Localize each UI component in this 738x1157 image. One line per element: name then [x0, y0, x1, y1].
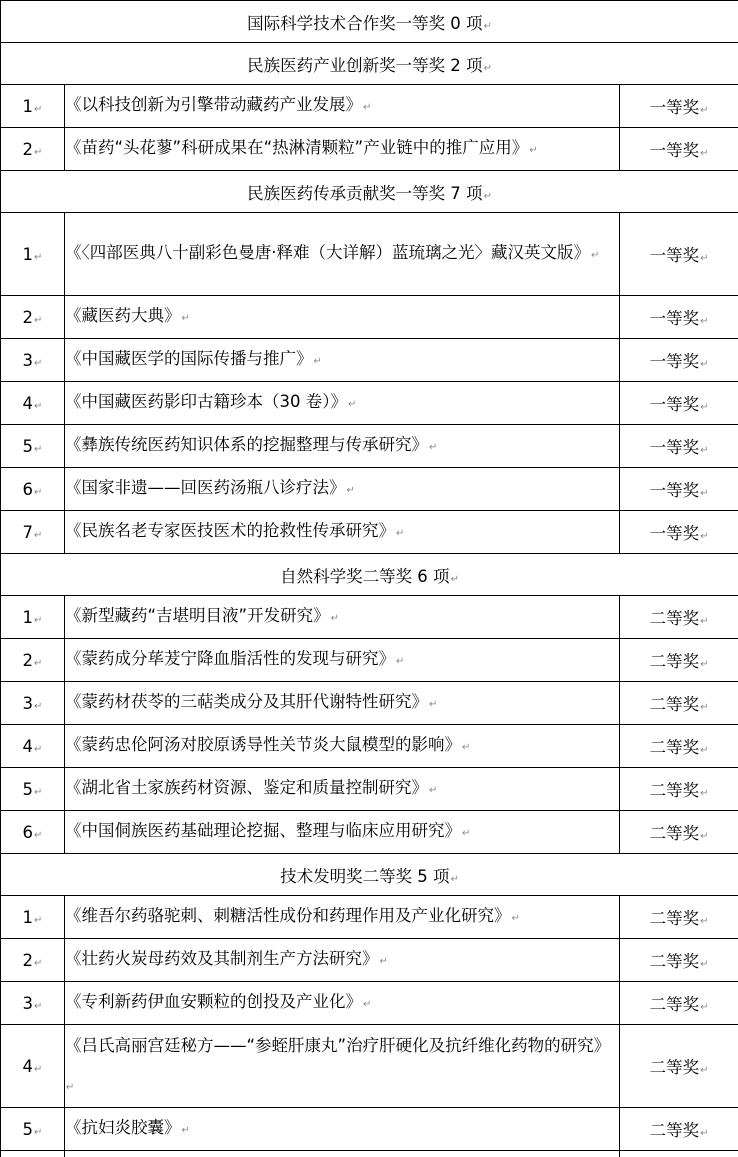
item-level-cell — [620, 296, 738, 339]
item-number: 1 — [23, 97, 34, 116]
paragraph-mark-icon: ↵ — [700, 659, 708, 670]
paragraph-mark-icon: ↵ — [700, 916, 708, 927]
paragraph-mark-icon: ↵ — [429, 699, 437, 710]
item-name: 《吕氏高丽宫廷秘方——“参蛭肝康丸”治疗肝硬化及抗纤维化药物的研究》 — [65, 1036, 610, 1055]
item-number: 7 — [23, 523, 34, 542]
paragraph-mark-icon: ↵ — [34, 104, 42, 115]
table-row — [1, 213, 738, 296]
paragraph-mark-icon: ↵ — [700, 445, 708, 456]
paragraph-mark-icon: ↵ — [700, 531, 708, 542]
item-name: 《新型藏药“吉堪明目液”开发研究》 — [65, 606, 330, 625]
item-level: 二等奖 — [650, 995, 700, 1014]
item-level-cell — [620, 725, 738, 768]
section-header-row — [1, 43, 738, 85]
item-name-cell — [65, 382, 620, 425]
section-header-row — [1, 1, 738, 43]
item-name-cell — [65, 682, 620, 725]
item-level: 二等奖 — [650, 1121, 700, 1140]
item-level: 一等奖 — [650, 352, 700, 371]
paragraph-mark-icon: ↵ — [700, 253, 708, 264]
paragraph-mark-icon: ↵ — [348, 399, 356, 410]
table-row — [1, 596, 738, 639]
paragraph-mark-icon: ↵ — [34, 744, 42, 755]
section-title: 技术发明奖二等奖 5 项 — [280, 867, 450, 886]
table-row — [1, 811, 738, 854]
item-number: 4 — [23, 737, 34, 756]
item-level: 二等奖 — [650, 1058, 700, 1077]
section-title: 自然科学奖二等奖 6 项 — [280, 567, 450, 586]
item-name: 《抗妇炎胶囊》 — [65, 1118, 181, 1137]
item-name: 《壮药火炭母药效及其制剂生产方法研究》 — [65, 949, 379, 968]
continuation-cell — [620, 1151, 738, 1157]
item-level-cell — [620, 339, 738, 382]
item-name: 《国家非遗——回医药汤瓶八诊疗法》 — [65, 478, 346, 497]
table-row — [1, 896, 738, 939]
item-level-cell — [620, 1108, 738, 1151]
table-row-continuation — [1, 1151, 738, 1157]
paragraph-mark-icon: ↵ — [34, 401, 42, 412]
paragraph-mark-icon: ↵ — [700, 788, 708, 799]
item-level: 一等奖 — [650, 246, 700, 265]
item-level-cell — [620, 896, 738, 939]
paragraph-mark-icon: ↵ — [700, 1065, 708, 1076]
table-row — [1, 85, 738, 128]
section-header-cell — [1, 171, 738, 213]
paragraph-mark-icon: ↵ — [700, 148, 708, 159]
paragraph-mark-icon: ↵ — [34, 147, 42, 158]
section-title: 民族医药产业创新奖一等奖 2 项 — [247, 56, 483, 75]
item-name: 《湖北省土家族药材资源、鉴定和质量控制研究》 — [65, 778, 428, 797]
paragraph-mark-icon: ↵ — [34, 487, 42, 498]
paragraph-mark-icon: ↵ — [700, 359, 708, 370]
table-row — [1, 296, 738, 339]
item-level-cell — [620, 939, 738, 982]
table-row — [1, 682, 738, 725]
item-number: 3 — [23, 694, 34, 713]
item-level-cell — [620, 811, 738, 854]
item-level-cell — [620, 511, 738, 554]
item-number: 3 — [23, 994, 34, 1013]
paragraph-mark-icon: ↵ — [34, 252, 42, 263]
paragraph-mark-icon: ↵ — [700, 402, 708, 413]
item-level: 一等奖 — [650, 524, 700, 543]
item-name-cell — [65, 811, 620, 854]
paragraph-mark-icon: ↵ — [34, 915, 42, 926]
item-name: 《藏医药大典》 — [65, 306, 181, 325]
table-row — [1, 425, 738, 468]
item-name: 《彝族传统医药知识体系的挖掘整理与传承研究》 — [65, 435, 428, 454]
item-level-cell — [620, 382, 738, 425]
item-name-cell — [65, 596, 620, 639]
item-number: 1 — [23, 245, 34, 264]
item-number: 4 — [23, 1057, 34, 1076]
table-row — [1, 1108, 738, 1151]
paragraph-mark-icon: ↵ — [34, 1001, 42, 1012]
awards-table-body — [1, 1, 738, 1157]
section-title: 国际科学技术合作奖一等奖 0 项 — [247, 14, 483, 33]
paragraph-mark-icon: ↵ — [700, 959, 708, 970]
item-level: 二等奖 — [650, 952, 700, 971]
item-level: 一等奖 — [650, 309, 700, 328]
item-level: 一等奖 — [650, 438, 700, 457]
item-name-cell — [65, 128, 620, 171]
paragraph-mark-icon: ↵ — [331, 613, 339, 624]
paragraph-mark-icon: ↵ — [66, 1082, 74, 1093]
paragraph-mark-icon: ↵ — [396, 528, 404, 539]
item-number-cell — [1, 982, 65, 1025]
item-level-cell — [620, 982, 738, 1025]
item-name-cell — [65, 639, 620, 682]
paragraph-mark-icon: ↵ — [314, 356, 322, 367]
item-name-cell — [65, 768, 620, 811]
paragraph-mark-icon: ↵ — [429, 442, 437, 453]
paragraph-mark-icon: ↵ — [34, 1064, 42, 1075]
paragraph-mark-icon: ↵ — [700, 1002, 708, 1013]
paragraph-mark-icon: ↵ — [451, 574, 459, 585]
table-row — [1, 639, 738, 682]
item-level: 二等奖 — [650, 738, 700, 757]
item-number-cell — [1, 682, 65, 725]
item-number-cell — [1, 1108, 65, 1151]
item-name: 《民族名老专家医技医术的抢救性传承研究》 — [65, 521, 395, 540]
item-name: 《专利新药伊血安颗粒的创投及产业化》 — [65, 992, 362, 1011]
section-header-cell — [1, 43, 738, 85]
item-level: 二等奖 — [650, 609, 700, 628]
item-level-cell — [620, 213, 738, 296]
item-number-cell — [1, 128, 65, 171]
paragraph-mark-icon: ↵ — [34, 830, 42, 841]
item-level-cell — [620, 639, 738, 682]
item-number-cell — [1, 896, 65, 939]
section-header-cell — [1, 554, 738, 596]
item-name-cell — [65, 511, 620, 554]
item-number-cell — [1, 382, 65, 425]
paragraph-mark-icon: ↵ — [512, 913, 520, 924]
section-header-row — [1, 554, 738, 596]
item-level: 一等奖 — [650, 395, 700, 414]
paragraph-mark-icon: ↵ — [700, 105, 708, 116]
paragraph-mark-icon: ↵ — [34, 701, 42, 712]
item-number-cell — [1, 468, 65, 511]
section-header-cell — [1, 1, 738, 43]
item-name-cell — [65, 1108, 620, 1151]
paragraph-mark-icon: ↵ — [700, 616, 708, 627]
paragraph-mark-icon: ↵ — [700, 488, 708, 499]
paragraph-mark-icon: ↵ — [396, 656, 404, 667]
paragraph-mark-icon: ↵ — [363, 102, 371, 113]
paragraph-mark-icon: ↵ — [429, 785, 437, 796]
item-number: 5 — [23, 437, 34, 456]
item-number: 2 — [23, 140, 34, 159]
table-row — [1, 982, 738, 1025]
item-level: 一等奖 — [650, 481, 700, 500]
table-row — [1, 1025, 738, 1108]
item-level: 二等奖 — [650, 824, 700, 843]
paragraph-mark-icon: ↵ — [34, 658, 42, 669]
paragraph-mark-icon: ↵ — [363, 999, 371, 1010]
paragraph-mark-icon: ↵ — [462, 742, 470, 753]
paragraph-mark-icon: ↵ — [34, 358, 42, 369]
table-row — [1, 468, 738, 511]
item-number-cell — [1, 511, 65, 554]
item-name-cell — [65, 468, 620, 511]
paragraph-mark-icon: ↵ — [34, 1127, 42, 1138]
paragraph-mark-icon: ↵ — [34, 530, 42, 541]
item-number-cell — [1, 296, 65, 339]
item-name: 《以科技创新为引擎带动藏药产业发展》 — [65, 95, 362, 114]
paragraph-mark-icon: ↵ — [34, 615, 42, 626]
item-name-cell — [65, 339, 620, 382]
item-number-cell — [1, 213, 65, 296]
item-number-cell — [1, 85, 65, 128]
paragraph-mark-icon: ↵ — [34, 444, 42, 455]
item-level-cell — [620, 1025, 738, 1108]
item-number: 4 — [23, 394, 34, 413]
item-name: 《苗药“头花蓼”科研成果在“热淋清颗粒”产业链中的推广应用》 — [65, 138, 528, 157]
table-row — [1, 768, 738, 811]
continuation-cell — [1, 1151, 65, 1157]
paragraph-mark-icon: ↵ — [34, 958, 42, 969]
item-name-cell — [65, 725, 620, 768]
paragraph-mark-icon: ↵ — [700, 831, 708, 842]
item-name-cell — [65, 213, 620, 296]
item-level-cell — [620, 468, 738, 511]
paragraph-mark-icon: ↵ — [182, 1125, 190, 1136]
section-title: 民族医药传承贡献奖一等奖 7 项 — [247, 184, 483, 203]
item-number-cell — [1, 939, 65, 982]
item-level-cell — [620, 128, 738, 171]
item-number: 2 — [23, 951, 34, 970]
table-row — [1, 339, 738, 382]
section-header-row — [1, 854, 738, 896]
item-name-cell — [65, 896, 620, 939]
item-number-cell — [1, 596, 65, 639]
item-level: 一等奖 — [650, 98, 700, 117]
table-row — [1, 939, 738, 982]
section-header-row — [1, 171, 738, 213]
item-name: 《蒙药材茯苓的三萜类成分及其肝代谢特性研究》 — [65, 692, 428, 711]
item-number: 1 — [23, 608, 34, 627]
paragraph-mark-icon: ↵ — [484, 21, 492, 32]
paragraph-mark-icon: ↵ — [484, 191, 492, 202]
item-name-cell — [65, 85, 620, 128]
item-name-cell — [65, 425, 620, 468]
paragraph-mark-icon: ↵ — [700, 316, 708, 327]
paragraph-mark-icon: ↵ — [34, 315, 42, 326]
item-level-cell — [620, 682, 738, 725]
table-row — [1, 128, 738, 171]
item-level-cell — [620, 425, 738, 468]
item-number: 2 — [23, 308, 34, 327]
paragraph-mark-icon: ↵ — [182, 313, 190, 324]
continuation-cell — [65, 1151, 620, 1157]
paragraph-mark-icon: ↵ — [462, 828, 470, 839]
item-level: 二等奖 — [650, 909, 700, 928]
section-header-cell — [1, 854, 738, 896]
table-row — [1, 511, 738, 554]
item-name: 《维吾尔药骆驼刺、刺糖活性成份和药理作用及产业化研究》 — [65, 906, 511, 925]
item-name: 《蒙药成分荜茇宁降血脂活性的发现与研究》 — [65, 649, 395, 668]
item-name-cell — [65, 1025, 620, 1108]
item-number: 2 — [23, 651, 34, 670]
item-name-cell — [65, 982, 620, 1025]
item-name: 《蒙药忠伦阿汤对胶原诱导性关节炎大鼠模型的影响》 — [65, 735, 461, 754]
paragraph-mark-icon: ↵ — [591, 250, 599, 261]
item-level: 二等奖 — [650, 652, 700, 671]
item-number-cell — [1, 768, 65, 811]
item-number: 5 — [23, 780, 34, 799]
item-number: 5 — [23, 1120, 34, 1139]
paragraph-mark-icon: ↵ — [380, 956, 388, 967]
item-name: 《中国侗族医药基础理论挖掘、整理与临床应用研究》 — [65, 821, 461, 840]
item-level-cell — [620, 596, 738, 639]
item-number-cell — [1, 425, 65, 468]
item-number-cell — [1, 639, 65, 682]
paragraph-mark-icon: ↵ — [451, 874, 459, 885]
item-number: 6 — [23, 480, 34, 499]
item-level-cell — [620, 85, 738, 128]
item-number-cell — [1, 339, 65, 382]
item-level: 二等奖 — [650, 695, 700, 714]
item-number-cell — [1, 725, 65, 768]
table-row — [1, 382, 738, 425]
item-name: 《〈四部医典八十副彩色曼唐·释难（大详解）蓝琉璃之光〉藏汉英文版》 — [65, 243, 590, 262]
table-row — [1, 725, 738, 768]
item-number: 3 — [23, 351, 34, 370]
item-level: 一等奖 — [650, 141, 700, 160]
item-number-cell — [1, 1025, 65, 1108]
item-number: 6 — [23, 823, 34, 842]
paragraph-mark-icon: ↵ — [700, 745, 708, 756]
paragraph-mark-icon: ↵ — [529, 145, 537, 156]
paragraph-mark-icon: ↵ — [700, 702, 708, 713]
item-number-cell — [1, 811, 65, 854]
paragraph-mark-icon: ↵ — [34, 787, 42, 798]
paragraph-mark-icon: ↵ — [700, 1128, 708, 1139]
paragraph-mark-icon: ↵ — [347, 485, 355, 496]
item-name: 《中国藏医学的国际传播与推广》 — [65, 349, 313, 368]
item-name-cell — [65, 296, 620, 339]
item-name-cell — [65, 939, 620, 982]
item-level-cell — [620, 768, 738, 811]
item-number: 1 — [23, 908, 34, 927]
paragraph-mark-icon: ↵ — [484, 63, 492, 74]
item-level: 二等奖 — [650, 781, 700, 800]
item-name: 《中国藏医药影印古籍珍本（30 卷）》 — [65, 392, 347, 411]
